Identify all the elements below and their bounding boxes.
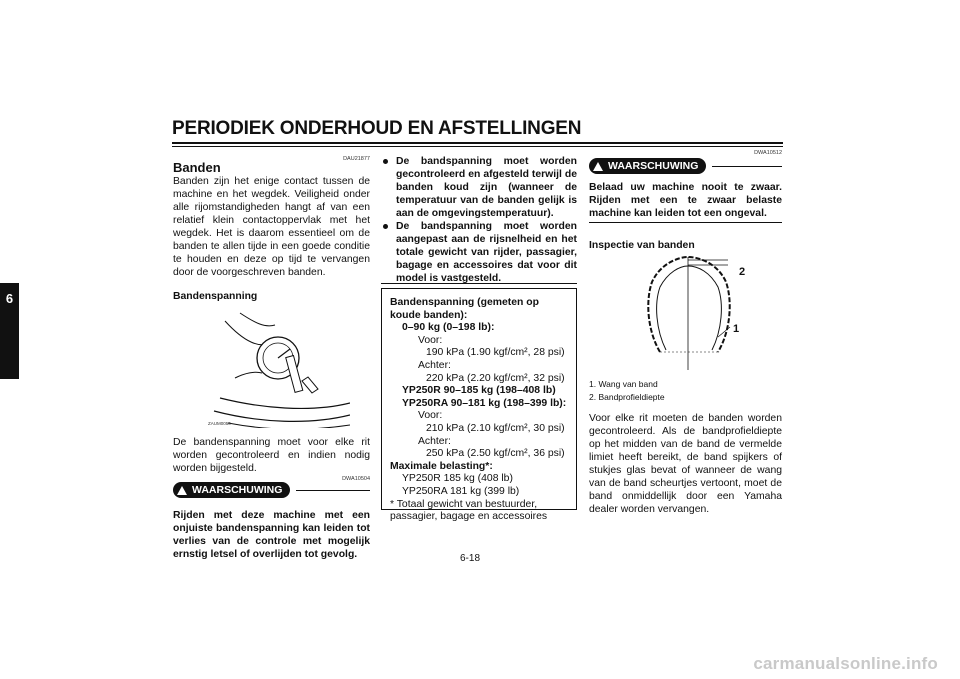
warning-triangle-icon	[177, 486, 187, 495]
warning-rule	[712, 166, 782, 167]
bullet-rule	[381, 283, 577, 284]
warning-text: Rijden met deze machine met een onjuiste bandenspanning kan leiden tot verlies van de controle met mogelijk ernstig letsel of overlijden tot gevolg.	[173, 510, 370, 560]
spec-front-value-1: 190 kPa (1.90 kgf/cm², 28 psi)	[426, 347, 565, 359]
warning-label: WAARSCHUWING	[192, 484, 283, 496]
bullet-text: De bandspanning moet worden aangepast aan de rijsnelheid en het totale gewicht van rijder, passagier, bagage en accessoires dat voor dit model is vastgesteld.	[396, 221, 577, 284]
check-paragraph: De bandenspanning moet voor elke rit worden gecontroleerd en indien nodig worden bijgesteld.	[173, 437, 370, 474]
warning-code: DWA10512	[754, 150, 782, 156]
list-item	[381, 155, 577, 220]
title-rule-thin	[172, 146, 783, 147]
legend-item-1: 1. Wang van band	[589, 379, 658, 389]
spec-title: Bandenspanning (gemeten op koude banden):	[390, 297, 539, 321]
section-heading: Banden	[173, 160, 221, 175]
spec-rear-value-2: 250 kPa (2.50 kgf/cm², 36 psi)	[426, 448, 565, 460]
legend-item-2: 2. Bandprofieldiepte	[589, 392, 665, 402]
inspection-paragraph: Voor elke rit moeten de banden worden gecontroleerd. Als de bandprofieldiepte op het midden van de band de vermelde limiet heeft bereikt, de band spijkers of stukjes glas bevat of wanneer de wang van de band scheurtjes vertoont, moet de band onmiddellijk door een Yamaha dealer worden vervangen.	[589, 413, 782, 515]
warning-text: Belaad uw machine nooit te zwaar. Rijden met een te zwaar belaste machine kan leiden tot een ongeval.	[589, 182, 782, 219]
spec-rear-label: Achter:	[418, 359, 451, 371]
spec-max-1: YP250R 185 kg (408 lb)	[402, 473, 513, 485]
warning-label: WAARSCHUWING	[608, 160, 699, 172]
warning-rule	[296, 490, 370, 491]
page-number: 6-18	[460, 553, 481, 564]
tire-cross-section-illustration	[640, 252, 750, 370]
spec-max-2: YP250RA 181 kg (399 lb)	[402, 485, 520, 497]
spec-range-1: 0–90 kg (0–198 lb):	[402, 322, 495, 334]
callout-1: 1	[733, 323, 740, 335]
spec-max-load: Maximale belasting*:	[390, 460, 493, 472]
section-code: DAU21877	[343, 156, 370, 162]
watermark: carmanualsonline.info	[753, 654, 938, 673]
spec-rear-value-1: 220 kPa (2.20 kgf/cm², 32 psi)	[426, 372, 565, 384]
spec-rear-label: Achter:	[418, 435, 451, 447]
warning-triangle-icon	[593, 162, 603, 171]
page-title: PERIODIEK ONDERHOUD EN AFSTELLINGEN	[172, 118, 582, 139]
bullet-icon	[383, 159, 388, 164]
spec-front-label: Voor:	[418, 334, 443, 346]
bullet-list	[381, 155, 577, 285]
spec-front-value-2: 210 kPa (2.10 kgf/cm², 30 psi)	[426, 422, 565, 434]
intro-paragraph: Banden zijn het enige contact tussen de machine en het wegdek. Veiligheid onder alle rijomstandigheden hangt af van een relatief klein contactoppervlak met het wegdek. Het is daarom essentieel om de banden te allen tijde in een goede conditie te houden en deze op tijd te vervangen door de voorgeschreven banden.	[173, 176, 370, 278]
warning-badge	[173, 482, 290, 498]
warning-end-rule	[589, 222, 782, 223]
pressure-gauge-illustration	[200, 303, 350, 428]
warning-code: DWA10504	[342, 476, 370, 482]
bullet-icon	[383, 224, 388, 229]
spec-front-label: Voor:	[418, 410, 443, 422]
figure-code: ZAUM0050	[208, 421, 231, 426]
spec-range-2: YP250R 90–185 kg (198–408 lb)	[402, 385, 556, 397]
warning-badge	[589, 158, 706, 174]
spec-box	[381, 288, 577, 523]
subheading-inspection: Inspectie van banden	[589, 240, 695, 251]
warning-header	[173, 482, 370, 498]
callout-2: 2	[739, 266, 746, 278]
spec-range-3: YP250RA 90–181 kg (198–399 lb):	[402, 397, 567, 409]
bullet-text: De bandspanning moet worden gecontroleerd en afgesteld terwijl de banden koud zijn (wanneer de temperatuur van de banden gelijk is aan de omgevingstemperatuur).	[396, 156, 577, 219]
spec-note: * Totaal gewicht van bestuurder, passagier, bagage en accessoires	[390, 498, 548, 523]
chapter-tab: 6	[0, 283, 19, 379]
subheading-pressure: Bandenspanning	[173, 291, 258, 302]
title-rule	[172, 142, 783, 144]
warning-header	[589, 158, 782, 174]
list-item	[381, 220, 577, 285]
